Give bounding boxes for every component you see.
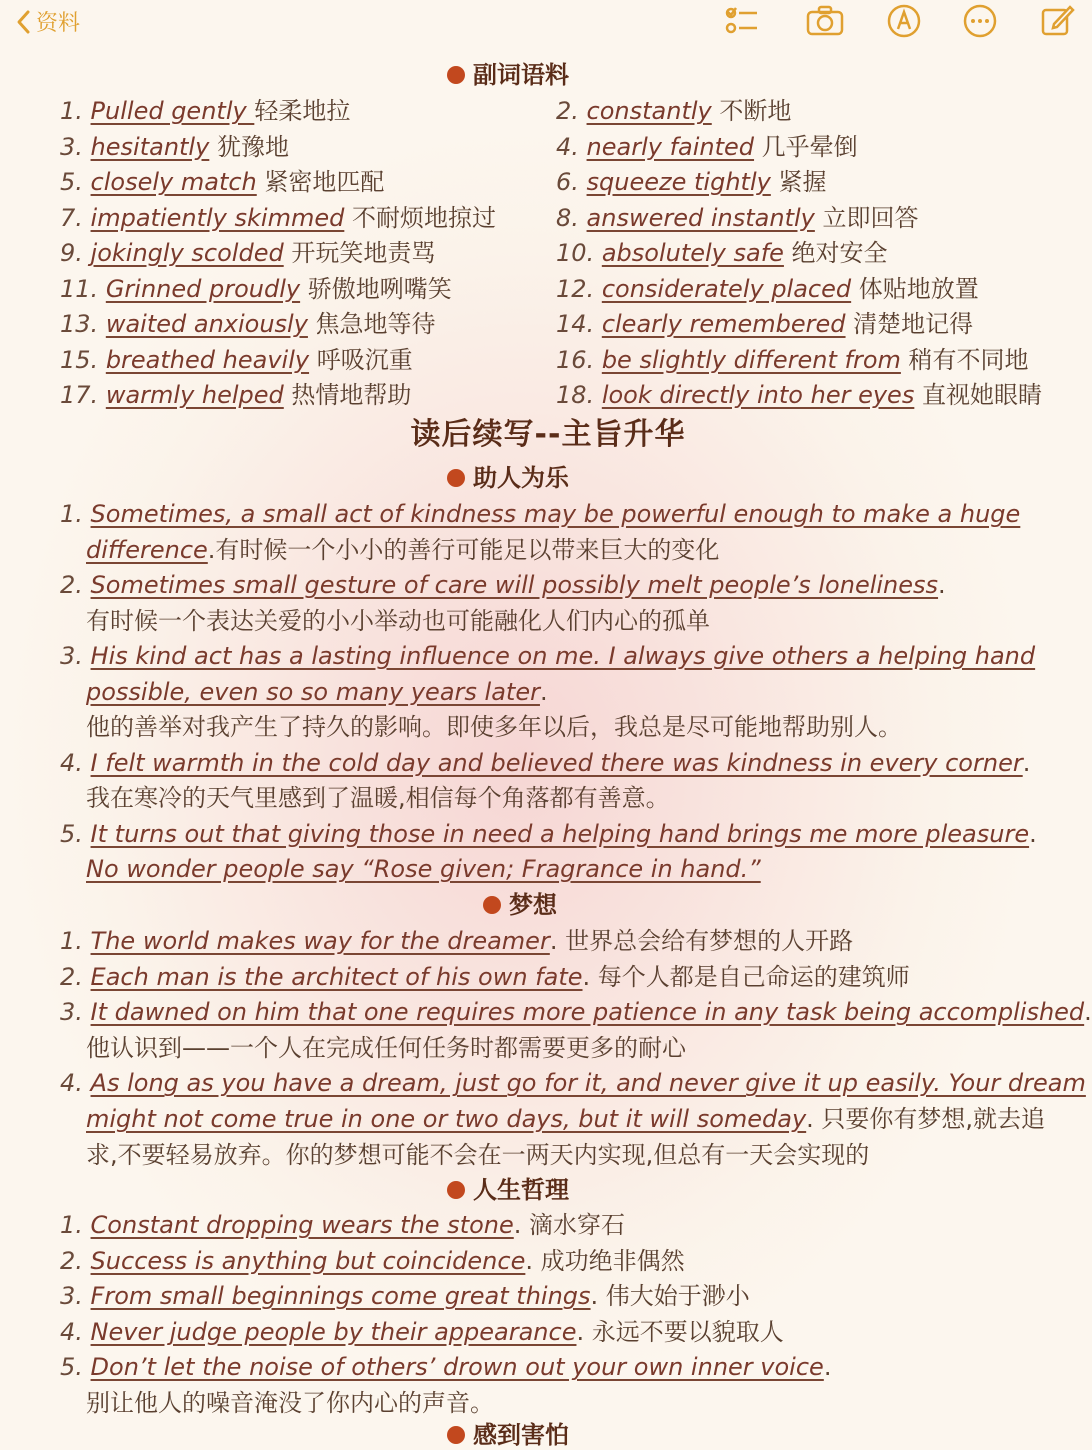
item-english: absolutely safe <box>601 239 784 267</box>
list-item <box>60 345 413 375</box>
item-chinese: 不耐烦地掠过 <box>344 203 496 232</box>
item-number: 18. <box>556 381 595 409</box>
item-number: 5. <box>60 168 83 196</box>
item-english: nearly fainted <box>586 132 755 161</box>
item-number: 6. <box>556 168 579 196</box>
item-english: From small beginnings come great things <box>90 1282 591 1311</box>
item-english: It dawned on him that one requires more patience in any task being accomplished <box>90 998 1085 1027</box>
item-chinese: 他认识到——一个人在完成任何任务时都需要更多的耐心 <box>86 1033 686 1062</box>
list-item <box>60 132 289 162</box>
markup-icon[interactable] <box>886 4 922 38</box>
back-label: 资料 <box>36 11 81 36</box>
list-item <box>86 535 719 565</box>
list-item <box>60 1068 1086 1098</box>
list-item <box>86 1033 686 1063</box>
item-chinese: . 每个人都是自己命运的建筑师 <box>582 962 910 991</box>
item-number: 15. <box>60 345 99 374</box>
item-number: 5. <box>60 1353 83 1382</box>
section-heading-text: 感到害怕 <box>473 1421 569 1449</box>
item-number: 2. <box>60 1246 83 1275</box>
item-chinese: 轻柔地拉 <box>254 97 351 125</box>
item-english: His kind act has a lasting influence on me. I always give others a helping hand <box>90 642 1036 670</box>
checklist-icon[interactable] <box>724 4 760 38</box>
item-chinese: 稍有不同地 <box>900 345 1029 374</box>
section-heading <box>0 463 1048 493</box>
item-english: be slightly different from <box>601 345 901 374</box>
item-chinese: 直视她眼睛 <box>914 381 1042 409</box>
bullet-icon <box>447 1181 465 1199</box>
item-number: 11. <box>60 274 99 303</box>
item-english: squeeze tightly <box>586 168 771 196</box>
item-chinese: 紧握 <box>770 168 827 196</box>
item-chinese: 别让他人的噪音淹没了你内心的声音。 <box>86 1389 494 1417</box>
item-chinese: 呼吸沉重 <box>309 345 413 374</box>
item-chinese: . <box>1084 998 1092 1027</box>
list-item <box>60 499 1020 529</box>
item-number: 2. <box>556 97 579 125</box>
section-heading <box>0 1420 1048 1450</box>
item-english: jokingly scolded <box>90 239 284 267</box>
item-number: 17. <box>60 381 99 409</box>
item-chinese: 开玩笑地责骂 <box>283 239 436 267</box>
list-item <box>60 997 1092 1027</box>
section-heading-text: 梦想 <box>509 891 557 919</box>
list-item <box>86 783 670 813</box>
item-english: warmly helped <box>105 381 284 409</box>
item-english: clearly remembered <box>601 310 846 338</box>
item-number: 4. <box>60 1317 83 1346</box>
item-chinese: 立即回答 <box>814 203 919 232</box>
item-english: Don’t let the noise of others’ drown out your own inner voice <box>90 1353 824 1382</box>
item-number: 1. <box>60 927 83 955</box>
item-chinese: . <box>938 571 946 599</box>
list-item <box>60 203 496 233</box>
chevron-left-icon <box>16 10 30 34</box>
list-item <box>556 309 973 339</box>
bullet-icon <box>447 1426 465 1444</box>
list-item <box>60 238 435 268</box>
item-number: 3. <box>60 132 83 161</box>
list-item <box>556 96 791 126</box>
list-item <box>86 606 710 636</box>
item-chinese: . 滴水穿石 <box>513 1211 626 1239</box>
item-english: hesitantly <box>90 132 210 161</box>
item-chinese: 有时候一个表达关爱的小小举动也可能融化人们内心的孤单 <box>86 606 710 635</box>
item-english: Success is anything but coincidence <box>90 1246 526 1275</box>
item-english: The world makes way for the dreamer <box>90 927 550 955</box>
item-english: Constant dropping wears the stone <box>90 1211 514 1239</box>
section-heading-text: 人生哲理 <box>473 1176 569 1204</box>
item-chinese: 他的善举对我产生了持久的影响。即使多年以后，我总是尽可能地帮助别人。 <box>86 713 902 741</box>
notes-toolbar <box>0 0 1080 44</box>
item-chinese: . <box>823 1353 832 1382</box>
item-english: Sometimes, a small act of kindness may be powerful enough to make a huge <box>90 500 1021 528</box>
item-number: 3. <box>60 642 83 670</box>
list-item <box>556 203 919 233</box>
item-chinese: 犹豫地 <box>209 132 289 161</box>
section-heading-text: 读后续写--主旨升华 <box>410 417 686 452</box>
item-english: breathed heavily <box>105 345 310 374</box>
item-number: 3. <box>60 998 83 1027</box>
item-english: difference <box>86 535 208 564</box>
item-chinese: 不断地 <box>711 97 792 125</box>
item-number: 8. <box>556 203 579 232</box>
list-item <box>60 96 350 126</box>
item-english: I felt warmth in the cold day and believed there was kindness in every corner <box>90 748 1023 777</box>
item-english: As long as you have a dream, just go for it, and never give it up easily. Your dream <box>90 1069 1086 1098</box>
item-english: answered instantly <box>586 203 815 232</box>
list-item <box>556 167 826 197</box>
list-item <box>60 1210 625 1240</box>
item-english: look directly into her eyes <box>601 381 915 409</box>
list-item <box>86 1388 494 1418</box>
item-english: possible, even so so many years later <box>86 677 540 706</box>
item-number: 4. <box>60 1069 83 1098</box>
item-number: 1. <box>60 97 83 125</box>
item-number: 9. <box>60 239 83 267</box>
list-item <box>60 926 853 956</box>
item-chinese: 清楚地记得 <box>845 310 974 338</box>
item-chinese: . <box>1029 819 1037 848</box>
item-number: 10. <box>556 239 595 267</box>
item-number: 1. <box>60 1211 83 1239</box>
item-english: It turns out that giving those in need a helping hand brings me more pleasure <box>90 819 1030 848</box>
list-item <box>60 167 384 197</box>
item-chinese: . <box>1022 748 1031 777</box>
list-item <box>556 380 1042 410</box>
camera-icon[interactable] <box>806 4 842 38</box>
item-chinese: 我在寒冷的天气里感到了温暖,相信每个角落都有善意。 <box>86 784 670 812</box>
bullet-icon <box>483 896 501 914</box>
item-number: 12. <box>556 274 595 303</box>
item-english: waited anxiously <box>105 310 308 338</box>
item-number: 4. <box>556 132 579 161</box>
item-chinese: 绝对安全 <box>783 239 888 267</box>
item-chinese: . <box>539 677 548 706</box>
list-item <box>86 854 761 884</box>
item-chinese: 焦急地等待 <box>307 310 436 338</box>
item-english: Grinned proudly <box>105 274 301 303</box>
section-heading <box>0 890 1060 920</box>
item-number: 16. <box>556 345 595 374</box>
section-heading-text: 助人为乐 <box>473 464 569 492</box>
item-number: 2. <box>60 571 83 599</box>
item-number: 13. <box>60 310 99 338</box>
item-number: 1. <box>60 500 83 528</box>
list-item <box>60 748 1030 778</box>
item-english: impatiently skimmed <box>90 203 345 232</box>
item-chinese: . 成功绝非偶然 <box>525 1246 685 1275</box>
compose-icon[interactable] <box>1040 4 1076 38</box>
list-item <box>86 1140 869 1170</box>
item-chinese: 骄傲地咧嘴笑 <box>300 274 452 303</box>
item-english: closely match <box>90 168 257 196</box>
section-heading-text: 副词语料 <box>473 61 569 89</box>
list-item <box>60 274 452 304</box>
list-item <box>556 132 858 162</box>
item-english: No wonder people say “Rose given; Fragrance in hand.” <box>86 855 761 883</box>
item-number: 5. <box>60 819 83 848</box>
item-chinese: 几乎晕倒 <box>754 132 858 161</box>
list-item <box>556 345 1029 375</box>
item-english: Pulled gently <box>90 97 255 125</box>
list-item <box>60 309 436 339</box>
list-item <box>86 1104 1045 1134</box>
section-heading <box>0 60 1048 90</box>
item-chinese: .有时候一个小小的善行可能足以带来巨大的变化 <box>207 535 720 564</box>
section-heading <box>8 417 1088 452</box>
item-chinese: 求,不要轻易放弃。你的梦想可能不会在一两天内实现,但总有一天会实现的 <box>86 1140 870 1169</box>
bullet-icon <box>447 469 465 487</box>
list-item <box>60 1281 750 1311</box>
item-number: 2. <box>60 962 83 991</box>
list-item <box>556 238 888 268</box>
item-chinese: 热情地帮助 <box>283 381 412 409</box>
item-english: Never judge people by their appearance <box>90 1317 577 1346</box>
item-chinese: . 伟大始于渺小 <box>590 1282 750 1311</box>
item-english: might not come true in one or two days, but it will someday <box>86 1105 807 1133</box>
list-item <box>556 274 979 304</box>
item-chinese: . 只要你有梦想,就去追 <box>806 1105 1046 1133</box>
list-item <box>60 380 411 410</box>
item-english: Sometimes small gesture of care will possibly melt people’s loneliness <box>90 571 939 599</box>
list-item <box>60 641 1035 671</box>
item-english: considerately placed <box>601 274 852 303</box>
item-chinese: 体贴地放置 <box>851 274 979 303</box>
item-english: Each man is the architect of his own fate <box>90 962 583 991</box>
bullet-icon <box>447 66 465 84</box>
list-item <box>60 819 1037 849</box>
item-chinese: 紧密地匹配 <box>256 168 385 196</box>
item-number: 3. <box>60 1282 83 1311</box>
list-item <box>60 570 946 600</box>
list-item <box>86 712 902 742</box>
more-icon[interactable] <box>962 4 998 38</box>
item-english: constantly <box>586 97 712 125</box>
back-button[interactable] <box>16 6 80 37</box>
section-heading <box>0 1175 1048 1205</box>
list-item <box>60 1317 784 1347</box>
list-item <box>86 677 548 707</box>
item-number: 4. <box>60 748 83 777</box>
list-item <box>60 1246 685 1276</box>
item-number: 14. <box>556 310 595 338</box>
item-number: 7. <box>60 203 83 232</box>
item-chinese: . 世界总会给有梦想的人开路 <box>549 927 854 955</box>
list-item <box>60 1352 831 1382</box>
list-item <box>60 962 910 992</box>
item-chinese: . 永远不要以貌取人 <box>576 1317 784 1346</box>
